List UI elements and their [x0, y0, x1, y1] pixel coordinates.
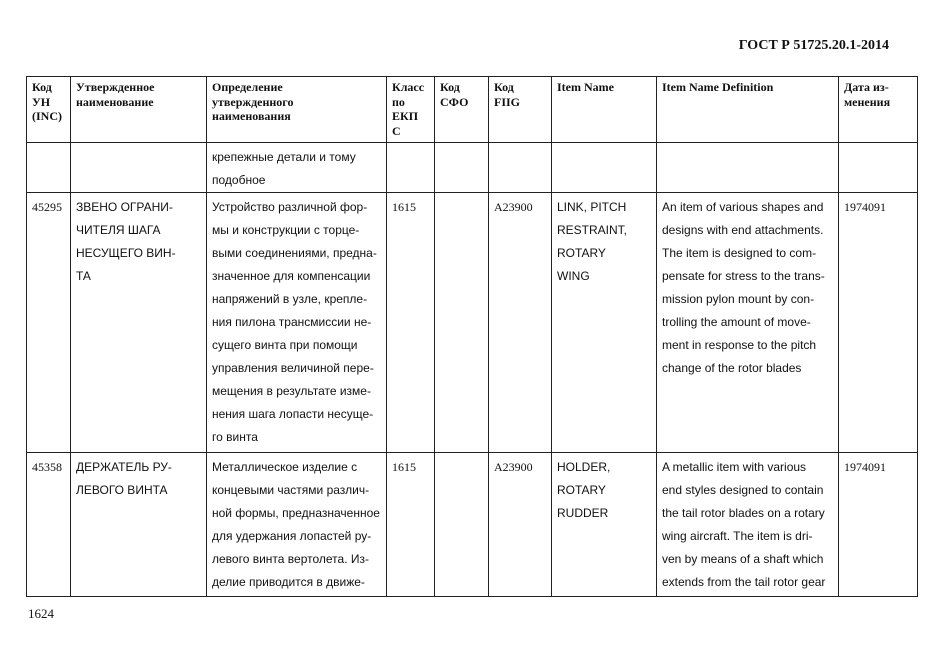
cell-approved-name [71, 453, 207, 597]
header-text-line: наименования [212, 109, 291, 123]
table-row [27, 193, 918, 453]
cell-text-line: A metallic item with various [662, 460, 807, 474]
cell-approved-name [71, 143, 207, 193]
cell-text-line: the tail rotor blades on a rotary [662, 506, 825, 520]
cell-text-line: RESTRAINT, [557, 223, 628, 237]
cell-text-line: мы и конструкции с торце- [212, 223, 360, 237]
cell-text-line: управления величиной пере- [212, 361, 374, 375]
cell-text-line: wing aircraft. The item is dri- [662, 529, 813, 543]
cell-text-line: An item of various shapes and [662, 200, 824, 214]
cell-item-name [552, 193, 657, 453]
cell-text-line: для удержания лопастей ру- [212, 529, 372, 543]
header-text-line: Код [440, 80, 460, 94]
col-header-approved-name [71, 77, 207, 143]
document-code: ГОСТ Р 51725.20.1-2014 [738, 38, 889, 53]
cell-text-line: подобное [212, 173, 266, 187]
cell-text-line: extends from the tail rotor gear [662, 575, 826, 589]
cell-change-date: 1974091 [839, 453, 918, 597]
cell-text-line: ЧИТЕЛЯ ШАГА [76, 223, 161, 237]
cell-text-line: mission pylon mount by con- [662, 292, 815, 306]
cell-change-date: 1974091 [839, 193, 918, 453]
header-text-line: Код [32, 80, 52, 94]
cell-fiig-code: A23900 [489, 193, 552, 453]
cell-text-line: ЛЕВОГО ВИНТА [76, 483, 168, 497]
header-text-line: Класс [392, 80, 425, 94]
col-header-definition [207, 77, 387, 143]
cell-item-definition [657, 193, 839, 453]
cell-text-line: ДЕРЖАТЕЛЬ РУ- [76, 460, 172, 474]
header-text-line: Дата из- [844, 80, 889, 94]
header-text-line: Item Name [557, 80, 614, 94]
cell-text-line: ROTARY [557, 246, 606, 260]
cell-text-line: напряжений в узле, крепле- [212, 292, 368, 306]
cell-inc: 45295 [27, 193, 71, 453]
page-number: 1624 [28, 606, 54, 621]
cell-text-line: ment in response to the pitch [662, 338, 817, 352]
table-header-row [27, 77, 918, 143]
header-text-line: FIIG [494, 94, 521, 109]
header-text-line: менения [844, 94, 891, 109]
cell-sfo-code [435, 143, 489, 193]
cell-text-line: Устройство различной фор- [212, 200, 368, 214]
cell-definition [207, 143, 387, 193]
cell-text-line: ЗВЕНО ОГРАНИ- [76, 200, 173, 214]
col-header-ekps-class [387, 77, 435, 143]
cell-text-line: The item is designed to com- [662, 246, 817, 260]
col-header-inc [27, 77, 71, 143]
cell-item-name [552, 143, 657, 193]
cell-text-line: го винта [212, 430, 258, 444]
cell-text-line: НЕСУЩЕГО ВИН- [76, 246, 176, 260]
cell-text-line: выми соединениями, предна- [212, 246, 377, 260]
cell-text-line: designs with end attachments. [662, 223, 824, 237]
cell-text-line: Металлическое изделие с [212, 460, 358, 474]
header-text-line: Item Name Definition [662, 80, 774, 94]
header-text-line: по [392, 94, 405, 109]
cell-text-line: HOLDER, [557, 460, 611, 474]
cell-text-line: мещения в результате изме- [212, 384, 371, 398]
cell-sfo-code [435, 453, 489, 597]
col-header-change-date [839, 77, 918, 143]
cell-text-line: ной формы, предназначенное [212, 506, 380, 520]
cell-text-line: trolling the amount of move- [662, 315, 811, 329]
cell-item-definition [657, 453, 839, 597]
col-header-fiig-code [489, 77, 552, 143]
cell-text-line: ТА [76, 269, 91, 283]
cell-inc: 45358 [27, 453, 71, 597]
col-header-item-name-definition [657, 77, 839, 143]
cell-text-line: концевыми частями различ- [212, 483, 370, 497]
header-text-line: С [392, 123, 401, 138]
cell-text-line: крепежные детали и тому [212, 150, 356, 164]
cell-text-line: end styles designed to contain [662, 483, 824, 497]
cell-change-date [839, 143, 918, 193]
cell-text-line: делие приводится в движе- [212, 575, 365, 589]
cell-sfo-code [435, 193, 489, 453]
cell-text-line: нения шага лопасти несуще- [212, 407, 374, 421]
cell-fiig-code: A23900 [489, 453, 552, 597]
cell-text-line: WING [557, 269, 590, 283]
header-text-line: УН [32, 94, 51, 109]
nomenclature-table [26, 76, 918, 597]
header-text-line: (INC) [32, 109, 62, 123]
header-text-line: утвержденного [212, 94, 294, 109]
header-text-line: СФО [440, 94, 469, 109]
cell-item-name [552, 453, 657, 597]
cell-inc [27, 143, 71, 193]
cell-definition [207, 453, 387, 597]
cell-text-line: левого винта вертолета. Из- [212, 552, 369, 566]
cell-text-line: ROTARY [557, 483, 606, 497]
table-row [27, 453, 918, 597]
cell-text-line: pensate for stress to the trans- [662, 269, 825, 283]
cell-ekps-class: 1615 [387, 193, 435, 453]
cell-text-line: ven by means of a shaft which [662, 552, 824, 566]
cell-fiig-code [489, 143, 552, 193]
cell-text-line: LINK, PITCH [557, 200, 627, 214]
col-header-item-name [552, 77, 657, 143]
cell-text-line: сущего винта при помощи [212, 338, 358, 352]
header-text-line: Утвержденное [76, 80, 155, 94]
cell-text-line: RUDDER [557, 506, 609, 520]
col-header-sfo-code [435, 77, 489, 143]
header-text-line: наименование [76, 94, 154, 109]
table-row [27, 143, 918, 193]
cell-item-definition [657, 143, 839, 193]
cell-text-line: ния пилона трансмиссии не- [212, 315, 372, 329]
cell-definition [207, 193, 387, 453]
header-text-line: ЕКП [392, 109, 419, 123]
header-text-line: Код [494, 80, 514, 94]
cell-ekps-class [387, 143, 435, 193]
cell-text-line: значенное для компенсации [212, 269, 371, 283]
cell-approved-name [71, 193, 207, 453]
cell-ekps-class: 1615 [387, 453, 435, 597]
cell-text-line: change of the rotor blades [662, 361, 802, 375]
header-text-line: Определение [212, 80, 283, 94]
